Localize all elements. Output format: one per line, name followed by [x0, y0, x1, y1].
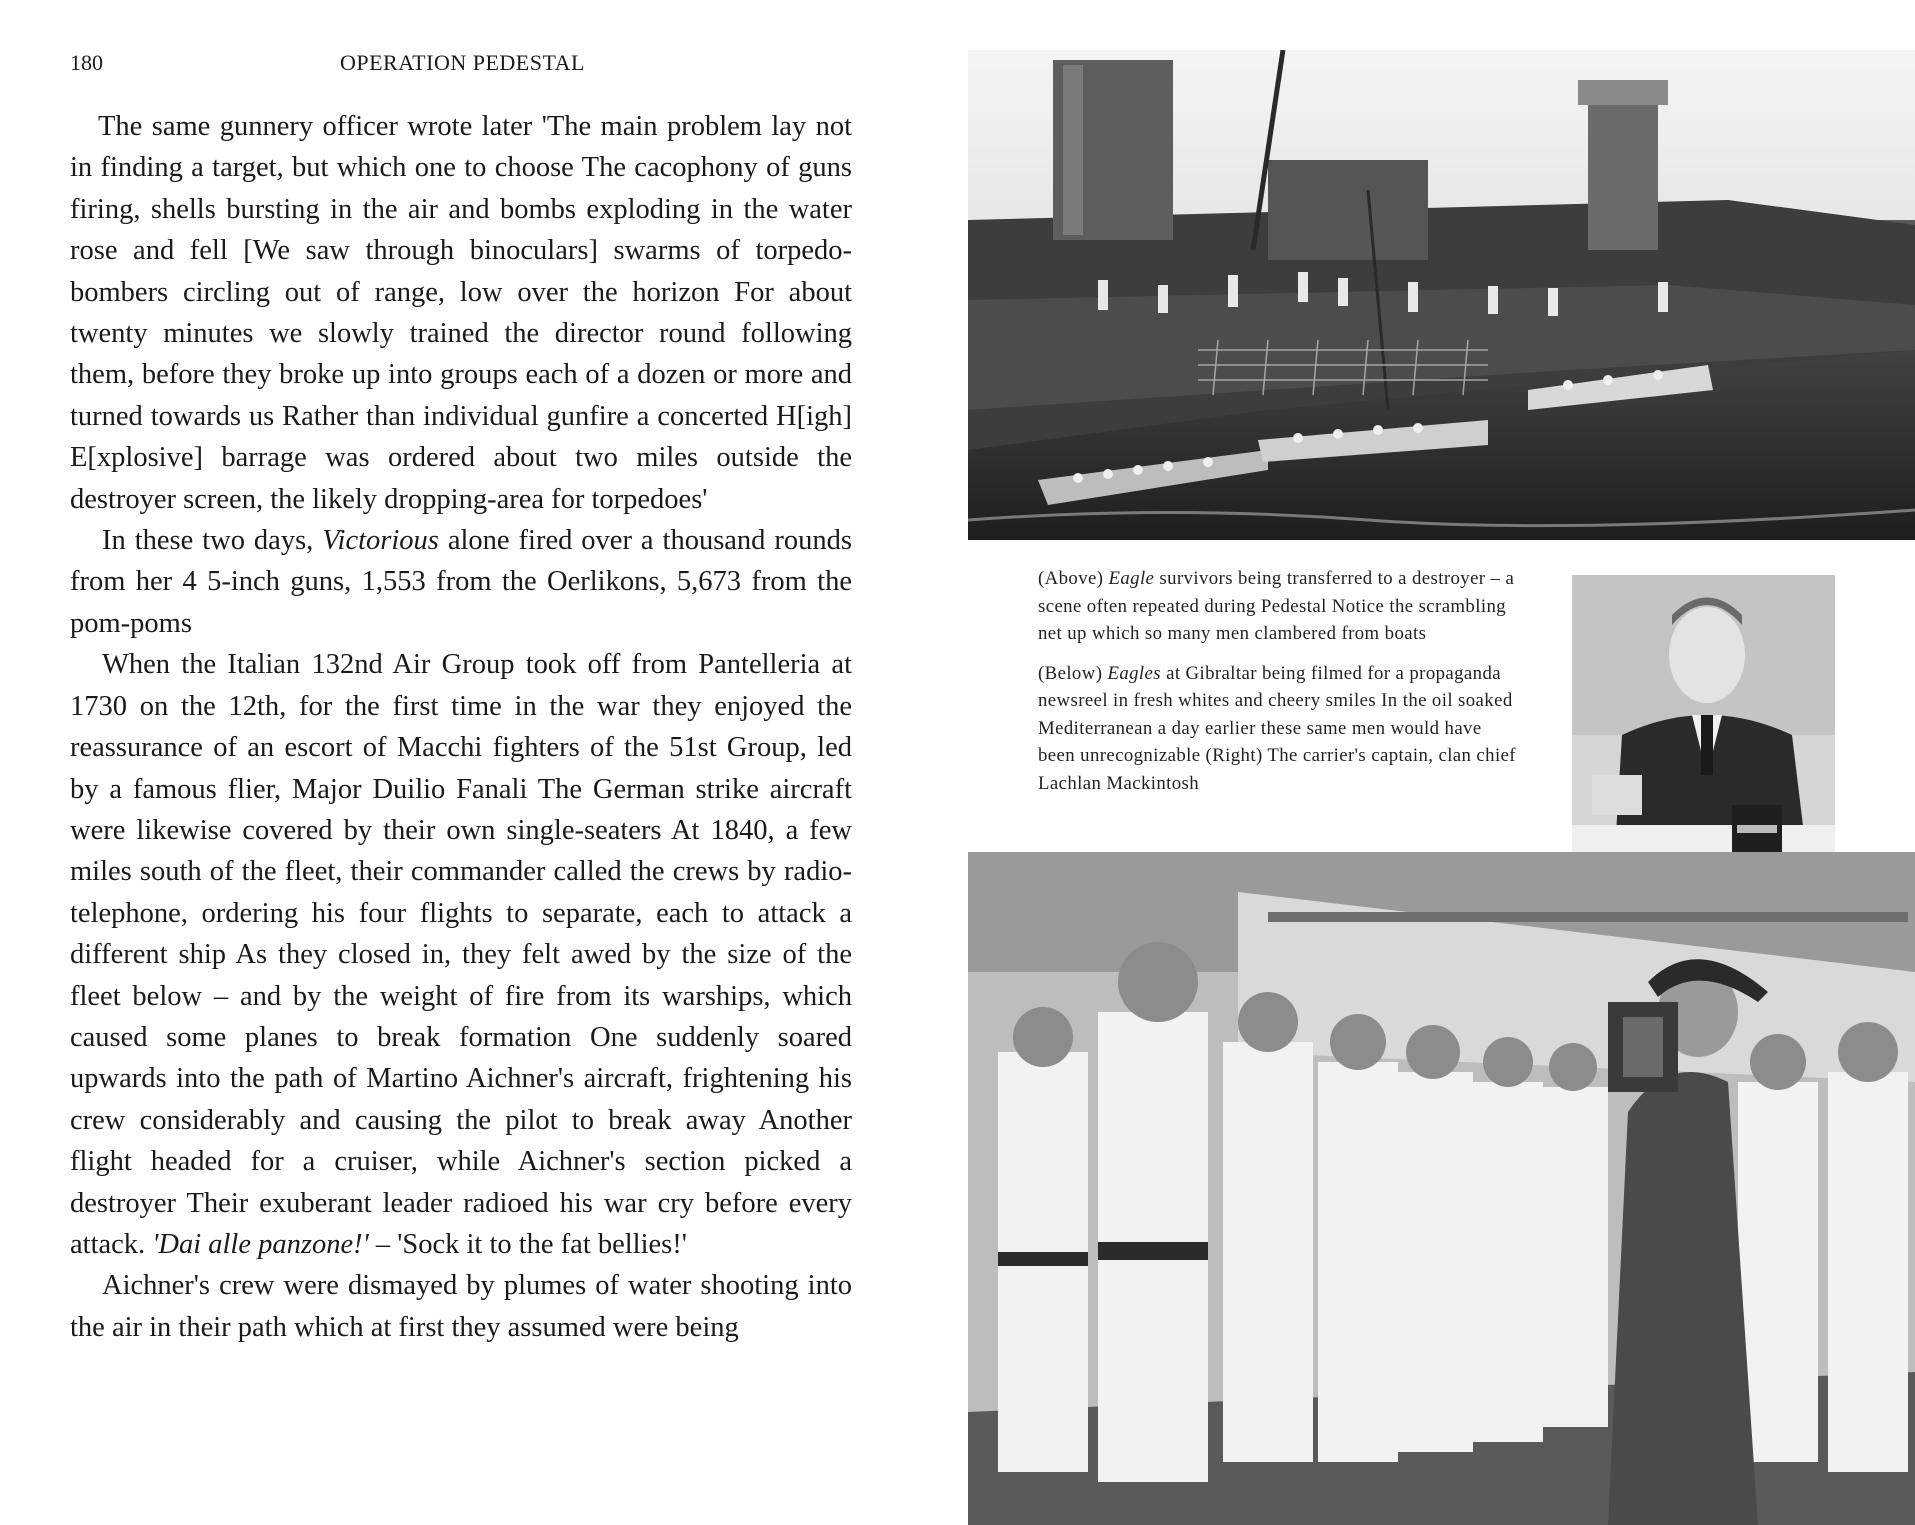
caption-above-text: survivors being transferred to a destroyer – a scene often repeated during Pedestal Notice the scrambling net up which so many men clambered from boats [1038, 568, 1515, 644]
paragraph-4: Aichner's crew were dismayed by plumes of water shooting into the air in their path which at first they assumed were being [70, 1270, 852, 1343]
right-page [960, 0, 1915, 1525]
caption-above-prefix: (Above) [1038, 568, 1109, 589]
caption-below-ship: Eagles [1107, 662, 1161, 684]
crew-filming-photo [968, 852, 1915, 1525]
caption-below [1038, 660, 1518, 798]
paragraph-2-start: In these two days, [102, 525, 323, 557]
war-cry: 'Dai alle panzone!' [152, 1228, 369, 1260]
page-number: 180 [70, 50, 103, 75]
running-head: OPERATION PEDESTAL [340, 50, 585, 75]
photo-captions [1038, 565, 1518, 809]
paragraph-3-start: When the Italian 132nd Air Group took off from Pantelleria at 1730 on the 12th, for the first time in the war they enjoyed the reassurance of an escort of Macchi fighters of the 51st Group, led by a famous flier, Major Duilio Fanali The German strike aircraft were likewise covered by their own single-seaters At 1840, a few miles south of the fleet, their commander called the crews by radio-telephone, ordering his four flights to separate, each to attack a different ship As they closed in, they felt awed by the size of the fleet below – and by the weight of fire from its warships, which caused some planes to break formation One suddenly soared upwards into the path of Martino Aichner's aircraft, frightening his crew considerably and causing the pilot to break away Another flight headed for a cruiser, while Aichner's section picked a destroyer Their exuberant leader radioed his war cry before every attack. [70, 649, 852, 1260]
paragraph-1: The same gunnery officer wrote later 'The main problem lay not in finding a target, but which one to choose The cacophony of guns firing, shells bursting in the air and bombs exploding in the water rose and fell [We saw through binoculars] swarms of torpedo-bombers circling out of range, low over the horizon For about twenty minutes we slowly trained the director round following them, before they broke up into groups each of a dozen or more and turned towards us Rather than individual gunfire a concerted H[igh] E[xplosive] barrage was ordered about two miles outside the destroyer screen, the likely dropping-area for torpedoes' [70, 111, 852, 515]
caption-below-text: at Gibraltar being filmed for a propaganda newsreel in fresh whites and cheery smiles In the oil soaked Mediterranean a day earlier these same men would have been unrecognizable (Right) The carrier's captain, clan chief Lachlan Mackintosh [1038, 662, 1516, 794]
paragraph-3-end: – 'Sock it to the fat bellies!' [368, 1228, 687, 1260]
destroyer-survivors-photo [968, 50, 1915, 540]
caption-above-ship: Eagle [1108, 568, 1155, 589]
paragraph-3 [70, 644, 852, 1265]
caption-below-prefix: (Below) [1038, 662, 1108, 684]
paragraph-2 [70, 520, 852, 644]
ship-name-victorious: Victorious [322, 525, 439, 557]
caption-above [1038, 565, 1518, 648]
paragraph-2-end: alone fired over a thousand rounds from her 4 5-inch guns, 1,553 from the Oerlikons, 5,673 from the pom-poms [70, 525, 852, 639]
body-text [70, 106, 852, 1348]
